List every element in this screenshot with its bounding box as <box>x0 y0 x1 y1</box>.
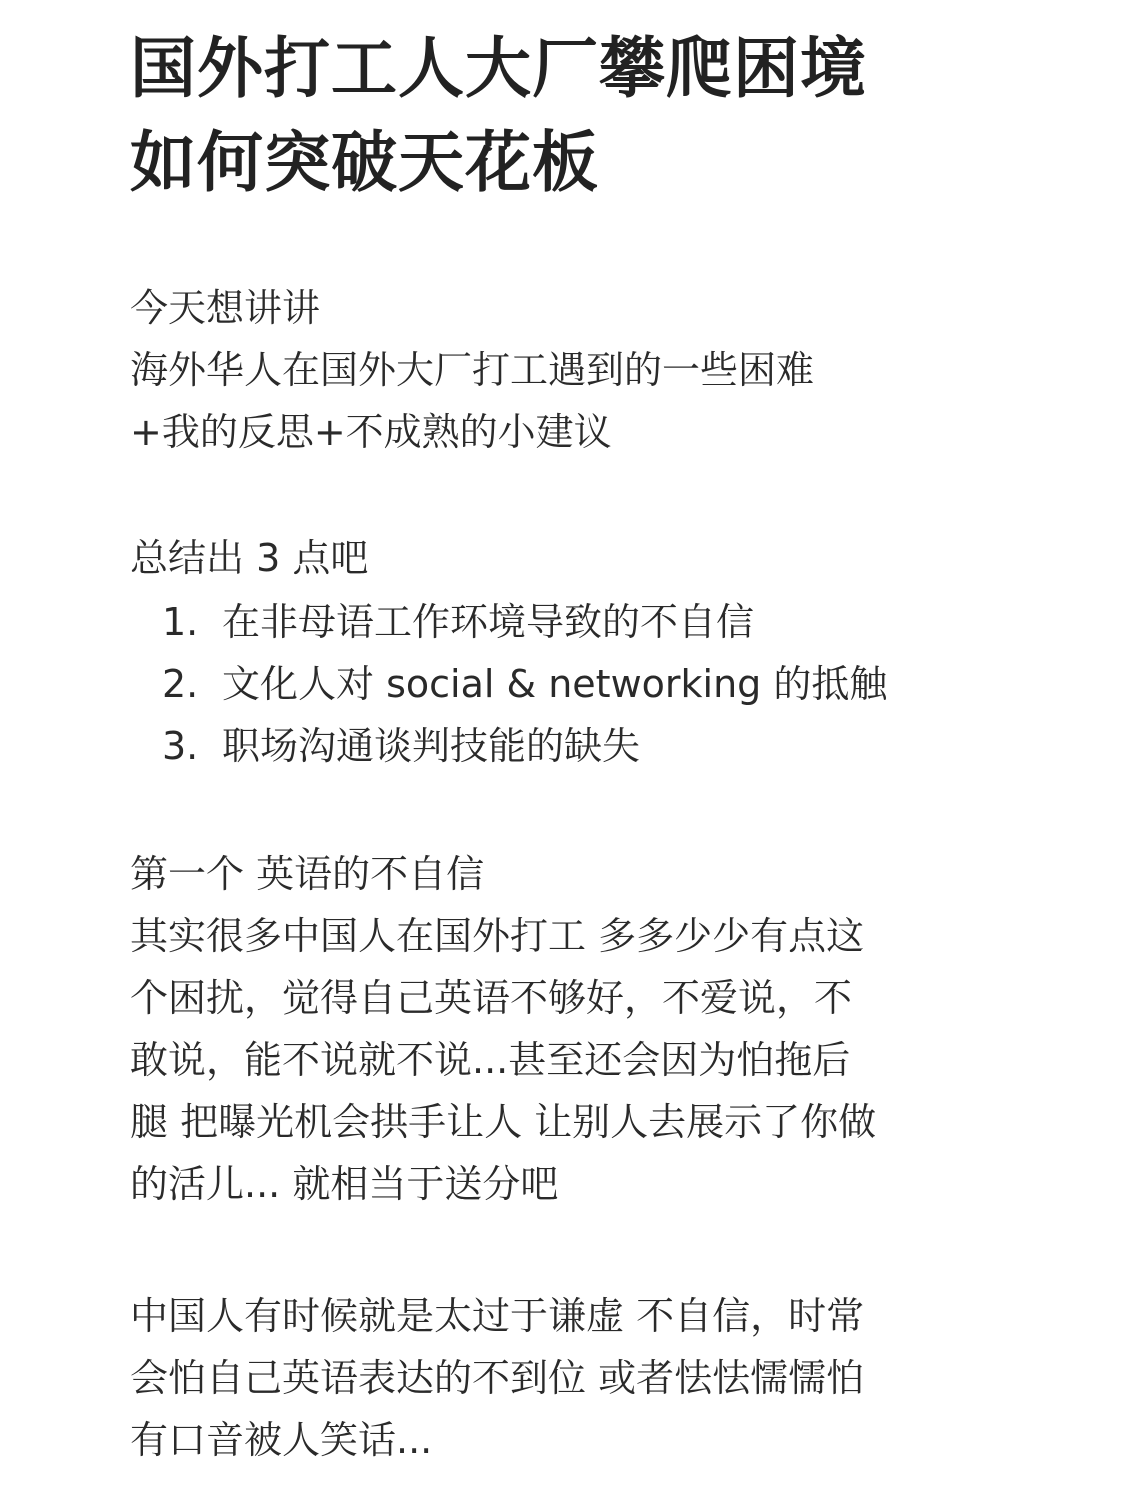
paragraph-line: 会怕自己英语表达的不到位 或者怯怯懦懦怕 <box>130 1356 865 1400</box>
list-item <box>162 653 1082 715</box>
intro-paragraph <box>130 277 1090 463</box>
list-item <box>162 591 1082 653</box>
title-line: 如何突破天花板 <box>130 124 599 201</box>
list-item-number: 3. <box>162 724 199 768</box>
summary-list <box>162 591 1082 777</box>
paragraph-line: 腿 把曝光机会拱手让人 让别人去展示了你做 <box>130 1100 877 1144</box>
page-title <box>130 22 1090 210</box>
section-heading: 第一个 英语的不自信 <box>130 852 485 896</box>
paragraph-line: 中国人有时候就是太过于谦虚 不自信，时常 <box>130 1294 865 1338</box>
list-item-text: 职场沟通谈判技能的缺失 <box>222 724 641 768</box>
paragraph-line: 个困扰，觉得自己英语不够好，不爱说，不 <box>130 976 853 1020</box>
list-item-number: 1. <box>162 600 199 644</box>
paragraph-line: 有口音被人笑话... <box>130 1418 433 1462</box>
section-english-confidence <box>130 843 1090 1215</box>
summary-heading: 总结出 3 点吧 <box>130 536 369 580</box>
paragraph-line: 的活儿... 就相当于送分吧 <box>130 1162 559 1206</box>
list-item <box>162 715 1082 777</box>
section-modesty <box>130 1285 1090 1471</box>
paragraph-line: 其实很多中国人在国外打工 多多少少有点这 <box>130 914 865 958</box>
intro-line: +我的反思+不成熟的小建议 <box>130 410 612 454</box>
list-item-text: 文化人对 social & networking 的抵触 <box>222 662 888 706</box>
intro-line: 海外华人在国外大厂打工遇到的一些困难 <box>130 348 815 392</box>
intro-line: 今天想讲讲 <box>130 286 321 330</box>
paragraph-line: 敢说，能不说就不说...甚至还会因为怕拖后 <box>130 1038 851 1082</box>
title-line: 国外打工人大厂攀爬困境 <box>130 30 867 107</box>
list-item-number: 2. <box>162 662 199 706</box>
summary-heading-block <box>130 527 1090 589</box>
list-item-text: 在非母语工作环境导致的不自信 <box>222 600 755 644</box>
